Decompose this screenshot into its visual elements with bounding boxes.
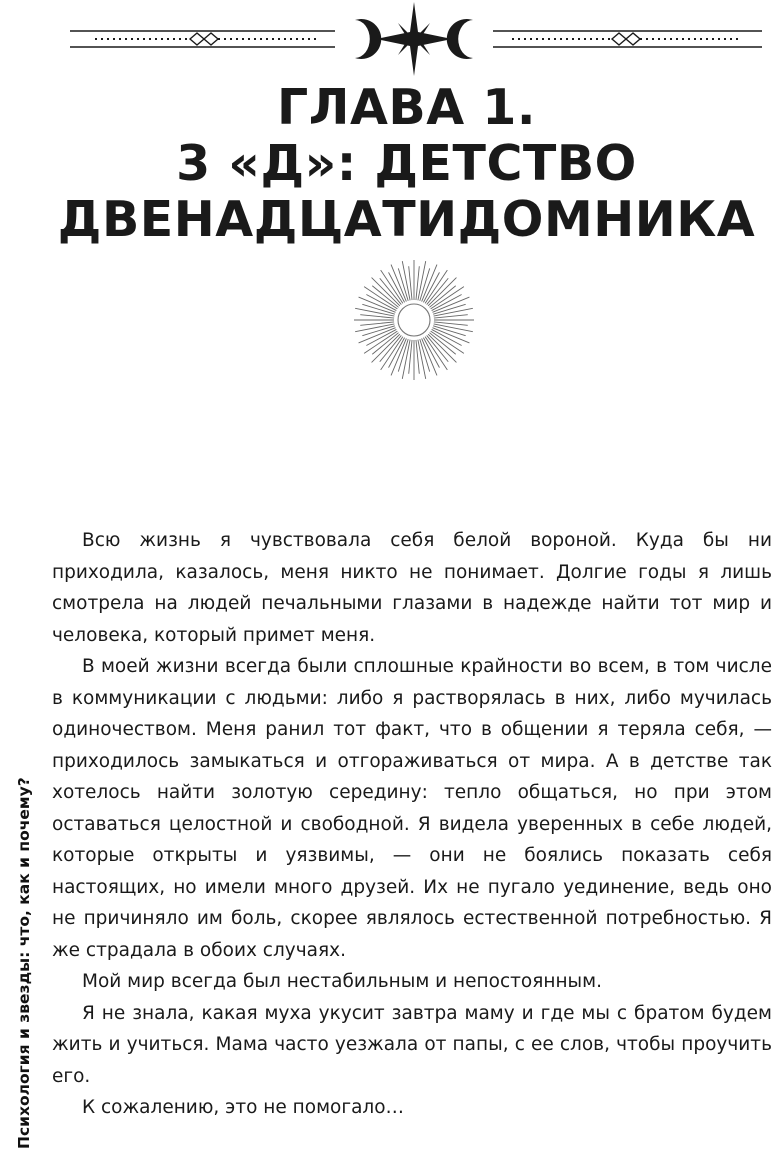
sunburst-icon — [352, 258, 476, 382]
header-ornament — [0, 0, 773, 80]
chapter-title-line-2: 3 «Д»: ДЕТСТВО — [176, 135, 637, 192]
chapter-title — [40, 80, 773, 248]
paragraph: Мой мир всегда был нестабильным и непостоянным. — [82, 971, 602, 992]
spine-title: Психология и звезды: что, как и почему? — [15, 777, 33, 1149]
paragraph: К сожалению, это не помогало… — [82, 1097, 405, 1118]
paragraph: В моей жизни всегда были сплошные крайности во всем, в том числе в коммуникации с людьми: либо я растворялась в них, либо мучилась одиночеством. Меня ранил тот факт, что в общении я теряла себя, — приходилось замыкаться и отгораживаться от мира. А в детстве так хотелось найти золотую середину: тепло общаться, но при этом оставаться целостной и свободной. Я видела уверенных в себе людей, которые открыты и уязвимы, — они не боялись показать себя настоящих, но имели много друзей. Их не пугало уединение, ведь оно не причиняло им боль, скорее являлось естественной потребностью. Я же страдала в обоих случаях. — [52, 656, 772, 961]
chapter-title-line-1: ГЛАВА 1. — [277, 79, 536, 136]
right-rule — [493, 31, 762, 47]
star-icon — [376, 2, 452, 76]
paragraph: Всю жизнь я чувствовала себя белой вороной. Куда бы ни приходила, казалось, меня никто не понимает. Долгие годы я лишь смотрела на людей печальными глазами в надежде найти тот мир и человека, который примет меня. — [52, 530, 772, 646]
body-text — [52, 525, 772, 1124]
chapter-title-line-3: ДВЕНАДЦАТИДОМНИКА — [57, 191, 756, 248]
paragraph: Я не знала, какая муха укусит завтра маму и где мы с братом будем жить и учиться. Мама часто уезжала от папы, с ее слов, чтобы проучить его. — [52, 1002, 772, 1087]
left-rule — [70, 31, 335, 47]
